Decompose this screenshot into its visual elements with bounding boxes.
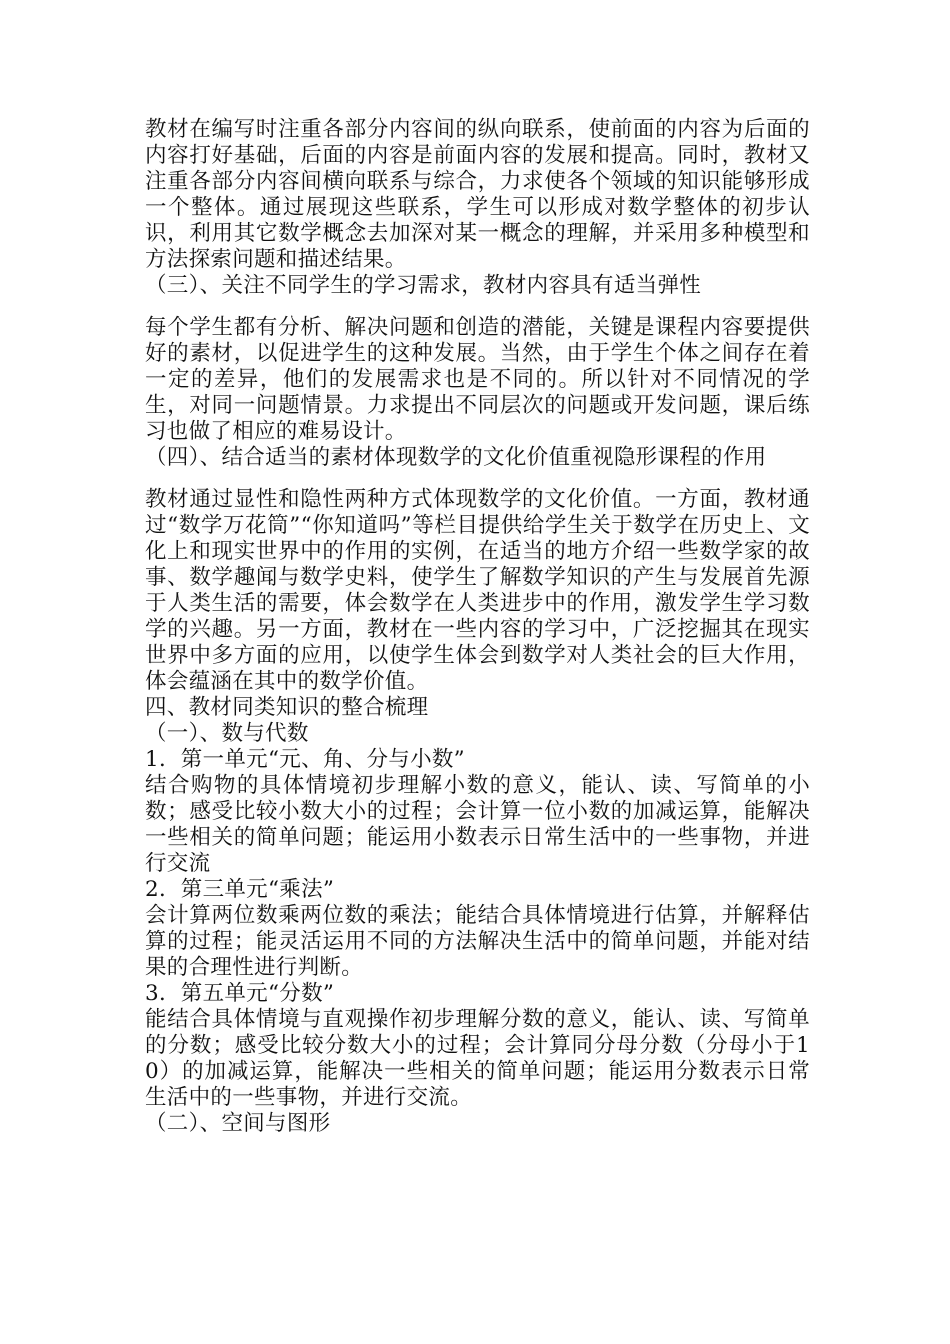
unit-heading-decimals: 1．第一单元“元、角、分与小数”: [145, 747, 465, 772]
paragraph-fractions: 能结合具体情境与直观操作初步理解分数的意义，能认、读、写简单的分数；感受比较分数大小的过程；会计算同分母分数（分母小于10）的加减运算，能解决一些相关的简单问题；能运用分数表示日常生活中的一些事物，并进行交流。: [145, 1007, 810, 1110]
subsection-heading-number-algebra: （一）、数与代数: [145, 721, 309, 746]
unit-heading-multiplication: 2．第三单元“乘法”: [145, 877, 335, 902]
paragraph-decimals: 结合购物的具体情境初步理解小数的意义，能认、读、写简单的小数；感受比较小数大小的过程；会计算一位小数的加减运算，能解决一些相关的简单问题；能运用小数表示日常生活中的一些事物，并进行交流: [145, 773, 810, 876]
section-heading-knowledge-integration: 四、教材同类知识的整合梳理: [145, 695, 429, 720]
paragraph-multiplication: 会计算两位数乘两位数的乘法；能结合具体情境进行估算，并解释估算的过程；能灵活运用不同的方法解决生活中的简单问题，并能对结果的合理性进行判断。: [145, 903, 810, 980]
paragraph-connections: 教材在编写时注重各部分内容间的纵向联系，使前面的内容为后面的内容打好基础，后面的内容是前面内容的发展和提高。同时，教材又注重各部分内容间横向联系与综合，力求使各个领域的知识能够形成一个整体。通过展现这些联系，学生可以形成对数学整体的初步认识，利用其它数学概念去加深对某一概念的理解，并采用多种模型和方法探索问题和描述结果。: [145, 117, 810, 272]
document-body: [145, 117, 810, 1137]
section-heading-cultural-value: （四）、结合适当的素材体现数学的文化价值重视隐形课程的作用: [145, 445, 767, 470]
paragraph-student-needs: 每个学生都有分析、解决问题和创造的潜能，关键是课程内容要提供好的素材，以促进学生的这种发展。当然，由于学生个体之间存在着一定的差异，他们的发展需求也是不同的。所以针对不同情况的学生，对同一问题情景。力求提出不同层次的问题或开发问题，课后练习也做了相应的难易设计。: [145, 315, 810, 444]
unit-heading-fractions: 3．第五单元“分数”: [145, 981, 335, 1006]
subsection-heading-space-shapes: （二）、空间与图形: [145, 1111, 331, 1136]
paragraph-cultural-value: 教材通过显性和隐性两种方式体现数学的文化价值。一方面，教材通过“数学万花筒”“你知道吗”等栏目提供给学生关于数学在历史上、文化上和现实世界中的作用的实例，在适当的地方介绍一些数学家的故事、数学趣闻与数学史料，使学生了解数学知识的产生与发展首先源于人类生活的需要，体会数学在人类进步中的作用，激发学生学习数学的兴趣。另一方面，教材在一些内容的学习中，广泛挖掘其在现实世界中多方面的应用，以使学生体会到数学对人类社会的巨大作用，体会蕴涵在其中的数学价值。: [145, 487, 810, 694]
section-heading-student-needs: （三）、关注不同学生的学习需求，教材内容具有适当弹性: [145, 273, 702, 298]
